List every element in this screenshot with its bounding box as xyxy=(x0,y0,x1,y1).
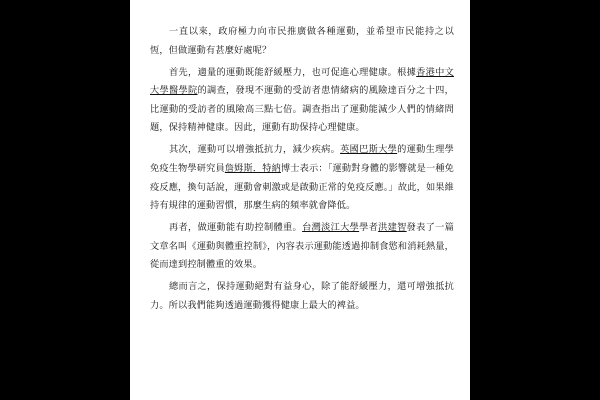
underlined-person-turner: 詹姆斯．特納 xyxy=(224,162,281,174)
underlined-source-cuhk: 香港中文大學醫學院 xyxy=(150,66,454,97)
text-segment: 學者 xyxy=(359,222,379,234)
paragraph-intro xyxy=(150,23,454,60)
underlined-source-bath: 英國巴斯大學 xyxy=(340,144,398,156)
underlined-source-tamkang: 台灣淡江大學 xyxy=(302,222,360,234)
text-segment: 的運動生理學免疫生物學研究員 xyxy=(150,144,454,174)
text-segment: 的調查，發現不運動的受訪者患情緒病的風險達百分之十四，比運動的受訪者的風險高三點七倍。調查指出了運動能減少人們的情緒問題，保持精神健康。因此，運動有助保持心理健康。 xyxy=(150,85,454,134)
document-page xyxy=(130,0,470,400)
text-segment: 博士表示：「運動對身體的影響就是一種免疫反應，換句話說，運動會刺激或是啟動正常的免疫反應。」故此，如果維持有規律的運動習慣，那麼生病的頻率就會降低。 xyxy=(150,162,455,212)
text-segment: 一直以來，政府極力向市民推廣做各種運動，並希望市民能持之以恆，但做運動有甚麼好處呢？ xyxy=(150,26,454,56)
text-segment: 再者，做運動能有助控制體重。 xyxy=(169,222,303,234)
text-segment: 總而言之，保持運動絕對有益身心，除了能舒緩壓力，還可增強抵抗力。所以我們能夠透過運動獲得健康上最大的裨益。 xyxy=(150,281,454,311)
text-segment: 發表了一篇文章名叫《運動與體重控制》，內容表示運動能透過抑制食慾和消耗熱量，從而達到控制體重的效果。 xyxy=(150,222,454,271)
text-segment: 首先，適量的運動既能舒緩壓力，也可促進心理健康。根據 xyxy=(169,66,417,78)
article-body xyxy=(150,23,454,319)
underlined-person-hung: 洪建智 xyxy=(378,222,407,234)
paragraph-mental-health xyxy=(150,64,454,138)
paragraph-conclusion xyxy=(150,278,454,315)
text-segment: 其次，運動可以增強抵抗力，減少疾病。 xyxy=(169,144,341,156)
paragraph-immunity xyxy=(150,141,454,215)
paragraph-weight-control xyxy=(150,219,454,275)
